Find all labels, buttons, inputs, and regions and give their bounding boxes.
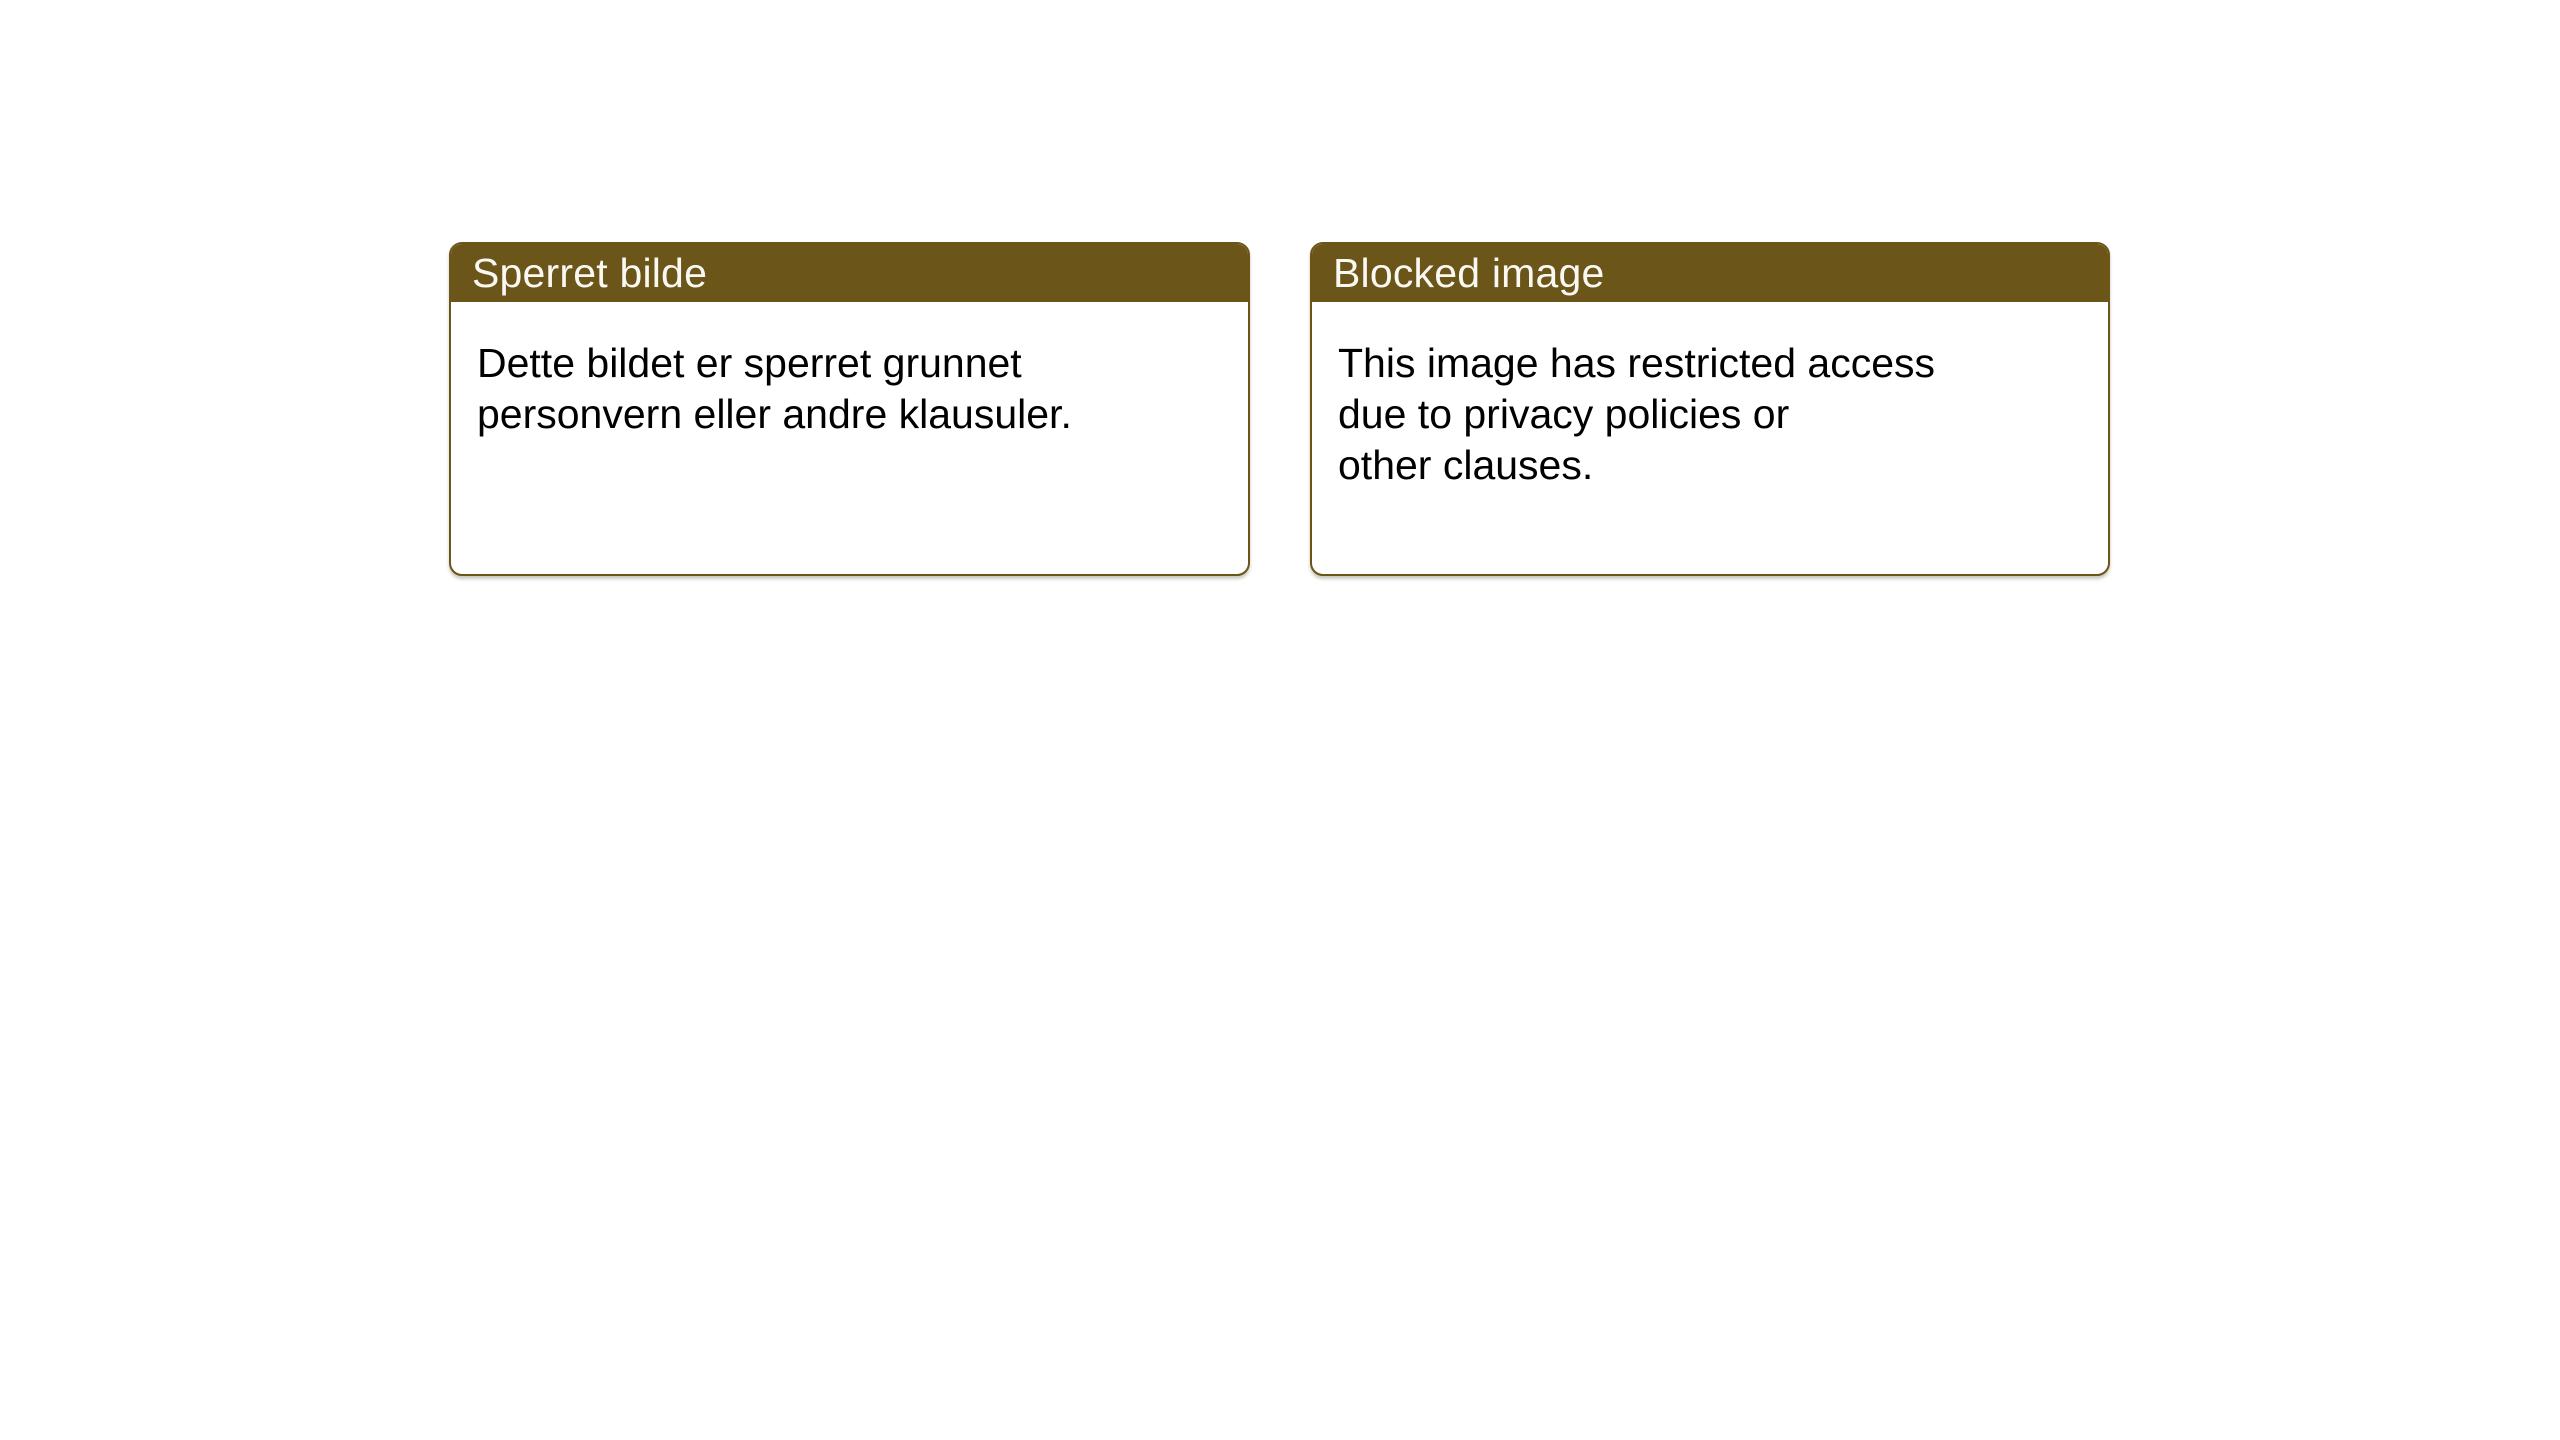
card-body: [1312, 302, 2108, 491]
blocked-image-card-norwegian: [449, 242, 1250, 576]
card-title: Blocked image: [1333, 249, 1605, 296]
card-body-line: other clauses.: [1338, 442, 1594, 488]
card-body-line: This image has restricted access: [1338, 340, 1936, 386]
card-header: [1312, 244, 2108, 302]
card-header: [451, 244, 1248, 302]
card-body-line: Dette bildet er sperret grunnet: [477, 340, 1022, 386]
card-body: [451, 302, 1248, 440]
card-body-line: personvern eller andre klausuler.: [477, 391, 1072, 437]
blocked-image-card-english: [1310, 242, 2110, 576]
card-body-line: due to privacy policies or: [1338, 391, 1790, 437]
card-title: Sperret bilde: [472, 249, 708, 296]
